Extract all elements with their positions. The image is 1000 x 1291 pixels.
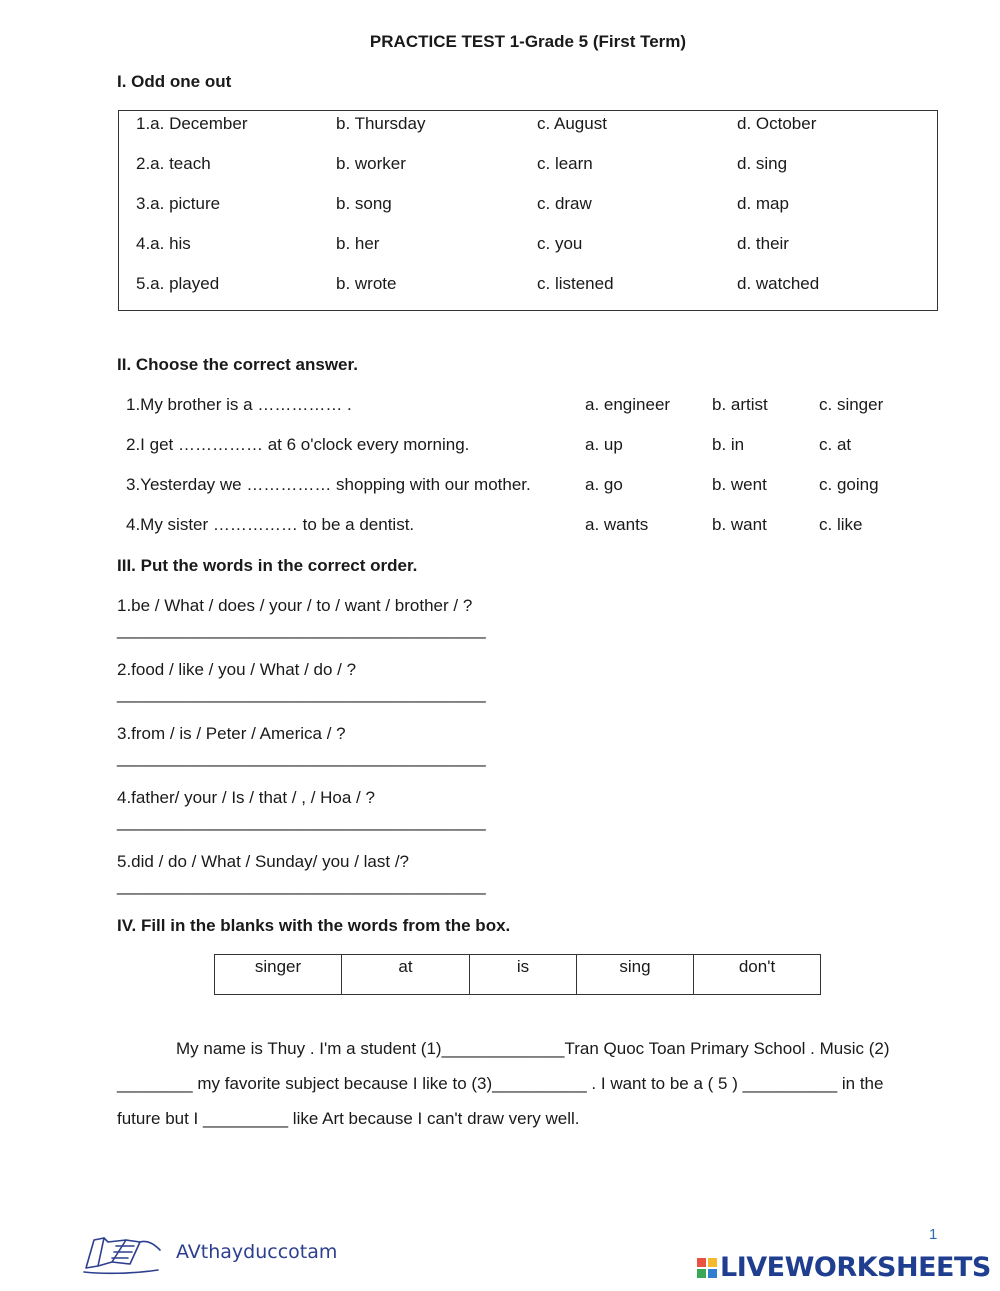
s1-r1-c[interactable]: c. August <box>537 114 607 133</box>
page-number: 1 <box>929 1226 938 1243</box>
author-logo <box>82 1232 166 1281</box>
s1-r5-a[interactable]: 5.a. played <box>136 274 220 293</box>
word-box-cell: at <box>342 955 470 994</box>
s1-r2-a[interactable]: 2.a. teach <box>136 154 211 173</box>
s2-q1-b[interactable]: b. artist <box>712 395 768 414</box>
s1-r2-c[interactable]: c. learn <box>537 154 593 173</box>
passage-line-3: future but I _________ like Art because I can't draw very well. <box>117 1109 580 1128</box>
s2-q1-c[interactable]: c. singer <box>819 395 884 414</box>
page-title: PRACTICE TEST 1-Grade 5 (First Term) <box>369 32 687 51</box>
author-logo-text: AVthayduccotam <box>176 1241 338 1263</box>
section-2-heading: II. Choose the correct answer. <box>117 355 358 374</box>
s1-r3-c[interactable]: c. draw <box>537 194 592 213</box>
s2-q1-a[interactable]: a. engineer <box>585 395 671 414</box>
s3-q2: 2.food / like / you / What / do / ? <box>117 660 357 679</box>
s3-answer-line-1[interactable]: _______________________________________ <box>117 620 486 639</box>
word-box-cell: sing <box>577 955 694 994</box>
book-hand-icon <box>82 1232 166 1276</box>
passage-line-1: My name is Thuy . I'm a student (1)_____________Tran Quoc Toan Primary School . Music (2) <box>176 1039 890 1058</box>
s3-answer-line-4[interactable]: _______________________________________ <box>117 812 486 831</box>
s1-r4-b[interactable]: b. her <box>336 234 380 253</box>
s1-r5-d[interactable]: d. watched <box>737 274 820 293</box>
s2-q4-c[interactable]: c. like <box>819 515 863 534</box>
s2-q2-b[interactable]: b. in <box>712 435 745 454</box>
s2-q4-a[interactable]: a. wants <box>585 515 649 534</box>
s1-r2-d[interactable]: d. sing <box>737 154 788 173</box>
s2-q3-b[interactable]: b. went <box>712 475 767 494</box>
s2-q3-c[interactable]: c. going <box>819 475 879 494</box>
s1-r4-d[interactable]: d. their <box>737 234 789 253</box>
s1-r3-b[interactable]: b. song <box>336 194 392 213</box>
s3-answer-line-5[interactable]: _______________________________________ <box>117 876 486 895</box>
s1-r1-b[interactable]: b. Thursday <box>336 114 426 133</box>
s3-answer-line-3[interactable]: _______________________________________ <box>117 748 486 767</box>
word-box <box>214 954 821 995</box>
section-4-heading: IV. Fill in the blanks with the words from the box. <box>117 916 511 935</box>
s2-q2-c[interactable]: c. at <box>819 435 852 454</box>
s2-q2: 2.I get …………… at 6 o'clock every morning. <box>126 435 470 454</box>
s1-r5-b[interactable]: b. wrote <box>336 274 397 293</box>
section-1-heading: I. Odd one out <box>117 72 232 91</box>
s3-answer-line-2[interactable]: _______________________________________ <box>117 684 486 703</box>
section-3-heading: III. Put the words in the correct order. <box>117 556 418 575</box>
liveworksheets-blocks-icon <box>697 1258 717 1278</box>
s3-q5: 5.did / do / What / Sunday/ you / last /? <box>117 852 409 871</box>
s1-r3-d[interactable]: d. map <box>737 194 789 213</box>
word-box-cell: don't <box>738 957 776 976</box>
s1-r2-b[interactable]: b. worker <box>336 154 406 173</box>
s2-q1: 1.My brother is a …………… . <box>126 395 352 414</box>
s1-r3-a[interactable]: 3.a. picture <box>136 194 221 213</box>
s1-r5-c[interactable]: c. listened <box>537 274 614 293</box>
liveworksheets-brand: LIVEWORKSHEETS <box>720 1252 991 1283</box>
word-box-cell: singer <box>215 955 342 994</box>
s2-q3-a[interactable]: a. go <box>585 475 623 494</box>
s1-r4-c[interactable]: c. you <box>537 234 583 253</box>
s3-q3: 3.from / is / Peter / America / ? <box>117 724 346 743</box>
s2-q3: 3.Yesterday we …………… shopping with our mother. <box>126 475 531 494</box>
word-box-cell: is <box>470 955 577 994</box>
s1-r4-a[interactable]: 4.a. his <box>136 234 191 253</box>
s3-q1: 1.be / What / does / your / to / want / brother / ? <box>117 596 473 615</box>
s2-q4: 4.My sister …………… to be a dentist. <box>126 515 415 534</box>
passage-line-2: ________ my favorite subject because I like to (3)__________ . I want to be a ( 5 ) __________ in the <box>117 1074 884 1093</box>
liveworksheets-logo <box>697 1252 991 1283</box>
s2-q4-b[interactable]: b. want <box>712 515 767 534</box>
s1-r1-d[interactable]: d. October <box>737 114 817 133</box>
s2-q2-a[interactable]: a. up <box>585 435 623 454</box>
s3-q4: 4.father/ your / Is / that / , / Hoa / ? <box>117 788 375 807</box>
s1-r1-a[interactable]: 1.a. December <box>136 114 248 133</box>
